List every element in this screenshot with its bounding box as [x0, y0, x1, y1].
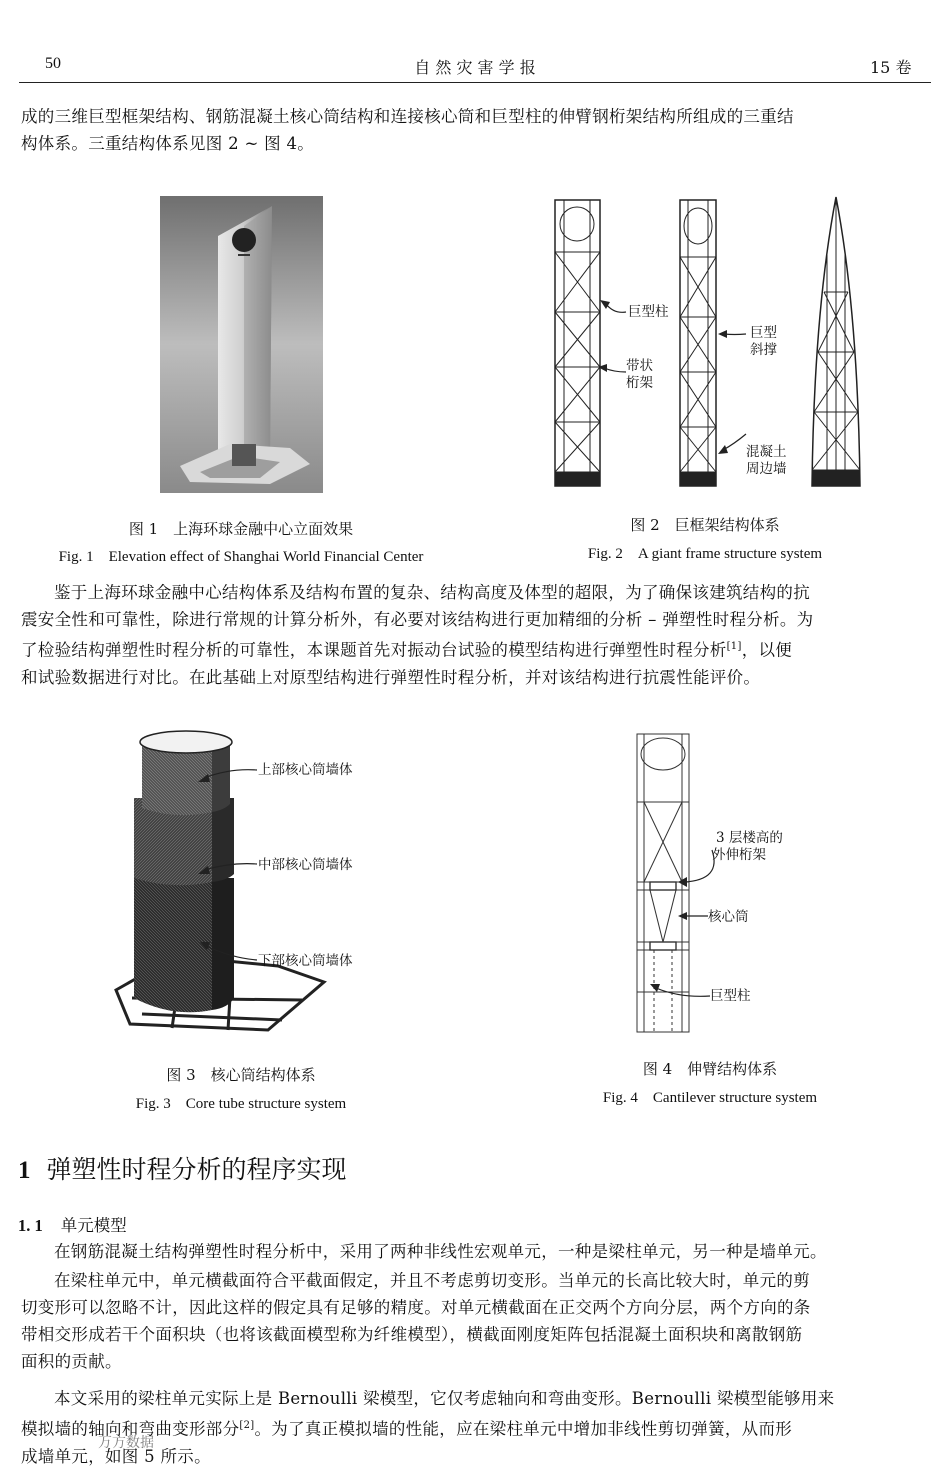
citation-2[interactable]: [2] [239, 1420, 255, 1431]
section-1-title: 弹塑性时程分析的程序实现 [46, 1155, 347, 1184]
label-belt-truss-2: 桁架 [626, 375, 653, 391]
paragraph-3 [21, 1238, 931, 1265]
label-outrigger-truss-1: 3 层楼高的 [716, 830, 783, 846]
para5-line-3: 成墙单元，如图 5 所示。 [21, 1446, 211, 1466]
figure-1-photo [160, 196, 323, 493]
label-giant-column: 巨型柱 [628, 304, 669, 320]
label-lower-core-wall: 下部核心筒墙体 [258, 953, 353, 969]
label-upper-core-wall: 上部核心筒墙体 [258, 762, 353, 778]
paragraph-2 [21, 579, 931, 691]
figure-2-drawing [548, 192, 868, 492]
page-number: 50 [45, 55, 61, 72]
label-belt-truss-1: 带状 [626, 358, 653, 374]
label-middle-core-wall: 中部核心筒墙体 [258, 857, 353, 873]
intro-line-2: 构体系。三重结构体系见图 2 ~ 图 4。 [21, 134, 315, 153]
volume-number: 15 卷 [870, 58, 912, 77]
intro-paragraph [21, 103, 931, 157]
para2-line-3: 了检验结构弹塑性时程分析的可靠性，本课题首先对振动台试验的模型结构进行弹塑性时程分析[1]，以便 [21, 640, 793, 660]
paragraph-5 [21, 1385, 931, 1470]
para4-line-4: 面积的贡献。 [21, 1352, 122, 1371]
para4-line-1: 在梁柱单元中，单元横截面符合平截面假定，并且不考虑剪切变形。当单元的长高比较大时，单元的剪 [54, 1271, 810, 1290]
section-1-number: 1 [18, 1157, 31, 1184]
citation-1[interactable]: [1] [726, 641, 742, 652]
paragraph-4 [21, 1267, 931, 1375]
para2-line-1: 鉴于上海环球金融中心结构体系及结构布置的复杂、结构高度及体型的超限，为了确保该建筑结构的抗 [54, 583, 810, 602]
para4-line-3: 带相交形成若干个面积块（也将该截面模型称为纤维模型），横截面刚度矩阵包括混凝土面积块和离散钢筋 [21, 1325, 803, 1344]
intro-line-1: 成的三维巨型框架结构、钢筋混凝土核心筒结构和连接核心筒和巨型柱的伸臂钢桁架结构所组成的三重结 [21, 107, 794, 126]
subsection-1-1-heading [18, 1212, 127, 1236]
para5-line-1: 本文采用的梁柱单元实际上是 Bernoulli 梁模型，它仅考虑轴向和弯曲变形。Bernoulli 梁模型能够用来 [54, 1389, 835, 1408]
frame-elevation-a [555, 200, 600, 486]
page-header [0, 0, 950, 90]
frame-elevation-c [812, 197, 860, 486]
label-giant-column-fig4: 巨型柱 [710, 988, 751, 1004]
para2-line-2: 震安全性和可靠性，除进行常规的计算分析外，有必要对该结构进行更加精细的分析 – 弹塑性时程分析。为 [21, 610, 814, 629]
frame-elevation-b [680, 200, 716, 486]
figure-4-caption-en: Fig. 4 Cantilever structure system [602, 1090, 818, 1106]
figure-2-caption-cn: 图 2 巨框架结构体系 [630, 516, 780, 534]
figure-2-caption-en: Fig. 2 A giant frame structure system [587, 546, 823, 562]
header-rule [19, 82, 931, 83]
para2-line-4: 和试验数据进行对比。在此基础上对原型结构进行弹塑性时程分析，并对该结构进行抗震性能评价。 [21, 667, 761, 687]
label-giant-brace-2: 斜撑 [750, 342, 777, 358]
figure-1-caption-cn: 图 1 上海环球金融中心立面效果 [128, 520, 354, 538]
watermark: 万方数据 [98, 1435, 154, 1451]
figure-1-caption-en: Fig. 1 Elevation effect of Shanghai World Financial Center [58, 549, 424, 565]
para5-line-2: 模拟墙的轴向和弯曲变形部分[2]。为了真正模拟墙的性能，应在梁柱单元中增加非线性剪切弹簧，从而形 [21, 1419, 793, 1439]
subsection-1-1-title: 单元模型 [60, 1216, 127, 1235]
label-outrigger-truss-2: 外伸桁架 [712, 847, 766, 863]
figure-3-caption-cn: 图 3 核心筒结构体系 [166, 1066, 316, 1084]
para3-line-1: 在钢筋混凝土结构弹塑性时程分析中，采用了两种非线性宏观单元，一种是梁柱单元，另一种是墙单元。 [54, 1242, 827, 1261]
figure-3-caption-en: Fig. 3 Core tube structure system [135, 1096, 347, 1112]
label-core-tube: 核心筒 [708, 909, 749, 925]
label-concrete-wall-1: 混凝土 [746, 444, 787, 460]
para4-line-2: 切变形可以忽略不计，因此这样的假定具有足够的精度。对单元横截面在正交两个方向分层，两个方向的条 [21, 1298, 811, 1317]
section-1-heading [18, 1150, 347, 1186]
label-concrete-wall-2: 周边墙 [746, 461, 787, 477]
figure-4-caption-cn: 图 4 伸臂结构体系 [642, 1060, 778, 1078]
label-giant-brace-1: 巨型 [750, 325, 777, 341]
subsection-1-1-number: 1. 1 [18, 1216, 43, 1235]
journal-title: 自 然 灾 害 学 报 [414, 58, 536, 77]
